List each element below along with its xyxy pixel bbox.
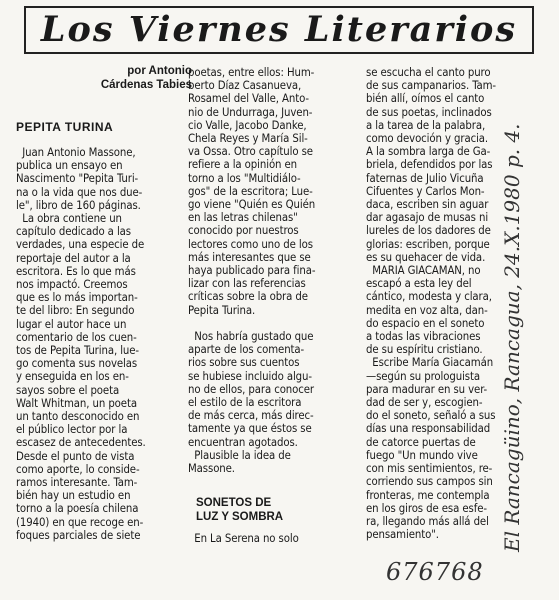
text-line: pensamiento". <box>366 528 439 542</box>
column-1 <box>16 146 146 542</box>
byline-line-1: por Antonio <box>127 65 192 77</box>
text-line: para madurar en su ver- <box>366 382 488 396</box>
text-line: se escucha el canto puro <box>366 66 491 79</box>
text-line: Escribe María Giacamán <box>366 356 494 370</box>
text-line: nio de Undurraga, Juven- <box>188 105 313 119</box>
text-line: La obra contiene un <box>16 212 122 226</box>
text-line: se hubiese incluido algu- <box>188 369 312 383</box>
text-line: Nos habría gustado que <box>188 330 314 344</box>
text-line: comentario de los cuen- <box>16 330 137 344</box>
text-line: de sus campanarios. Tam- <box>366 79 496 93</box>
text-line: Chela Reyes y María Sil- <box>188 132 308 146</box>
subheading-line-2: LUZ Y SOMBRA <box>196 511 284 523</box>
column-3 <box>366 66 496 541</box>
text-line: es su quehacer de vida. <box>366 250 486 264</box>
masthead-border-top <box>24 6 534 8</box>
column-2 <box>188 66 315 475</box>
text-line: dar agasajo de musas ni <box>366 211 489 225</box>
text-line: gos" de la escritora; Lue- <box>188 184 313 198</box>
byline-line-2: Cárdenas Tabies <box>100 79 192 91</box>
text-line: en las letras chilenas" <box>188 211 298 225</box>
text-line: que es lo más importan- <box>16 291 138 305</box>
section-heading: PEPITA TURINA <box>16 120 114 134</box>
text-line: ra, llegando más allá del <box>366 514 489 528</box>
text-line: Massone. <box>188 462 235 476</box>
column-2-continued: En La Serena no solo <box>188 532 299 545</box>
text-line: publica un ensayo en <box>16 159 123 173</box>
text-line: te del libro: En segundo <box>16 304 135 318</box>
text-line: el estilo de la escritora <box>188 396 302 410</box>
text-line: medita en voz alta, dan- <box>366 303 488 317</box>
text-line: encuentran agotados. <box>188 435 298 449</box>
masthead-border-bottom <box>24 52 534 54</box>
subheading-line-1: SONETOS DE <box>196 497 272 509</box>
text-line: daca, escriben sin aguar <box>366 198 489 212</box>
text-line: fuego "Un mundo vive <box>366 448 478 462</box>
text-line: Desde el punto de vista <box>16 449 135 463</box>
text-line: críticas sobre la obra de <box>188 290 308 304</box>
text-line: y enseguida en los en- <box>16 370 129 384</box>
text-line: escritora. Es lo que más <box>16 264 136 278</box>
text-line: conocido por nuestros <box>188 224 299 238</box>
text-line: va Ossa. Otro capítulo se <box>188 145 313 159</box>
text-line: de más cerca, más direc- <box>188 409 314 423</box>
text-line: de su espíritu cristiano. <box>366 343 483 357</box>
text-line: Plausible la idea de <box>188 448 291 462</box>
text-line: Juan Antonio Massone, <box>16 146 136 159</box>
text-line: foques parciales de siete <box>16 528 141 542</box>
text-line: refiere a la opinión en <box>188 158 298 172</box>
text-line: como aporte, lo conside- <box>16 462 140 476</box>
text-line: bién hay un estudio en <box>16 489 131 503</box>
text-line: torno a los "Multidiálo- <box>188 171 301 185</box>
text-line: escasez de antecedentes. <box>16 436 146 450</box>
text-line: (1940) en que recoge en- <box>16 515 144 529</box>
text-line: días una responsabilidad <box>366 422 491 436</box>
text-line: nos impactó. Creemos <box>16 278 128 292</box>
text-line: aparte de los comenta- <box>188 343 305 357</box>
text-line: lugar el autor hace un <box>16 317 127 331</box>
text-line: en los giros de esa esfe- <box>366 501 487 515</box>
text-line: como devoción y gracia. <box>366 132 489 146</box>
subheading-sonetos <box>196 496 283 524</box>
text-line: torno a la poesía chilena <box>16 502 139 516</box>
text-line: poetas, entre ellos: Hum- <box>188 66 315 79</box>
text-line: Pepita Turina. <box>188 303 256 317</box>
text-line: Walt Whitman, un poeta <box>16 396 137 410</box>
handwritten-citation: El Rancagüino, Rancagua, 24.X.1980 p. 4. <box>500 123 524 552</box>
text-line: Nascimento "Pepita Turi- <box>16 172 139 186</box>
text-line: reportaje del autor a la <box>16 251 131 265</box>
text-line: más interesantes que se <box>188 250 311 264</box>
text-line: tos de Pepita Turina, lue- <box>16 344 140 358</box>
text-line: berto Díaz Casanueva, <box>188 79 302 93</box>
text-line: haya publicado para fina- <box>188 264 316 278</box>
text-line: a la tarea de la palabra, <box>366 118 486 132</box>
text-line: cántico, modesta y clara, <box>366 290 492 304</box>
text-line: con mis sentimientos, re- <box>366 462 493 476</box>
text-line: faternas de Julio Vicuña <box>366 171 484 185</box>
text-line: escapó a esta ley del <box>366 277 472 291</box>
text-line: a todas las vibraciones <box>366 330 481 344</box>
text-line: cio Valle, Jacobo Danke, <box>188 118 307 132</box>
text-line: go viene "Quién es Quién <box>188 198 316 212</box>
handwritten-number: 676768 <box>386 558 484 586</box>
text-line: ramos interesante. Tam- <box>16 476 138 490</box>
text-line: glorias: escriben, porque <box>366 237 490 251</box>
text-line: lureles de los dadores de <box>366 224 491 238</box>
text-line: Cifuentes y Carlos Mon- <box>366 184 485 198</box>
text-line: sayos sobre el poeta <box>16 383 120 397</box>
text-line: de catorce puertas de <box>366 435 476 449</box>
text-line: fronteras, me contempla <box>366 488 490 502</box>
text-line: de sus poetas, inclinados <box>366 105 492 119</box>
text-line: go comenta sus novelas <box>16 357 138 371</box>
masthead-border-right <box>532 6 534 54</box>
text-line: lizar con las referencias <box>188 277 306 291</box>
text-line: lectores como uno de los <box>188 237 313 251</box>
text-line: MARIA GIACAMAN, no <box>366 264 481 278</box>
text-line: bién allí, oímos el canto <box>366 92 485 106</box>
text-line: na o la vida que nos due- <box>16 185 143 199</box>
text-line: Rosamel del Valle, Anto- <box>188 92 309 106</box>
text-line: A la sombra larga de Ga- <box>366 145 491 159</box>
text-line: verdades, una especie de <box>16 238 145 252</box>
text-line: tamente ya que éstos se <box>188 422 312 436</box>
text-line: do espacio en el soneto <box>366 316 485 330</box>
text-line: rios sobre sus cuentos <box>188 356 300 370</box>
text-line: —según su prologuista <box>366 369 481 383</box>
text-line: dad de ser y, escogien- <box>366 396 483 410</box>
text-line: no de ellos, para conocer <box>188 382 314 396</box>
text-line: capítulo dedicado a las <box>16 225 131 239</box>
text-line <box>188 317 315 330</box>
text-line: do el soneto, señaló a sus <box>366 409 496 423</box>
text-line: corriendo sus campos sin <box>366 475 493 489</box>
text-line: un tanto desconocido en <box>16 410 140 424</box>
text-line: el público lector por la <box>16 423 128 437</box>
byline <box>52 64 192 92</box>
text-line: briela, defendidos por las <box>366 158 493 172</box>
text-line: le", libro de 160 páginas. <box>16 198 141 212</box>
masthead-title: Los Viernes Literarios <box>40 9 518 50</box>
